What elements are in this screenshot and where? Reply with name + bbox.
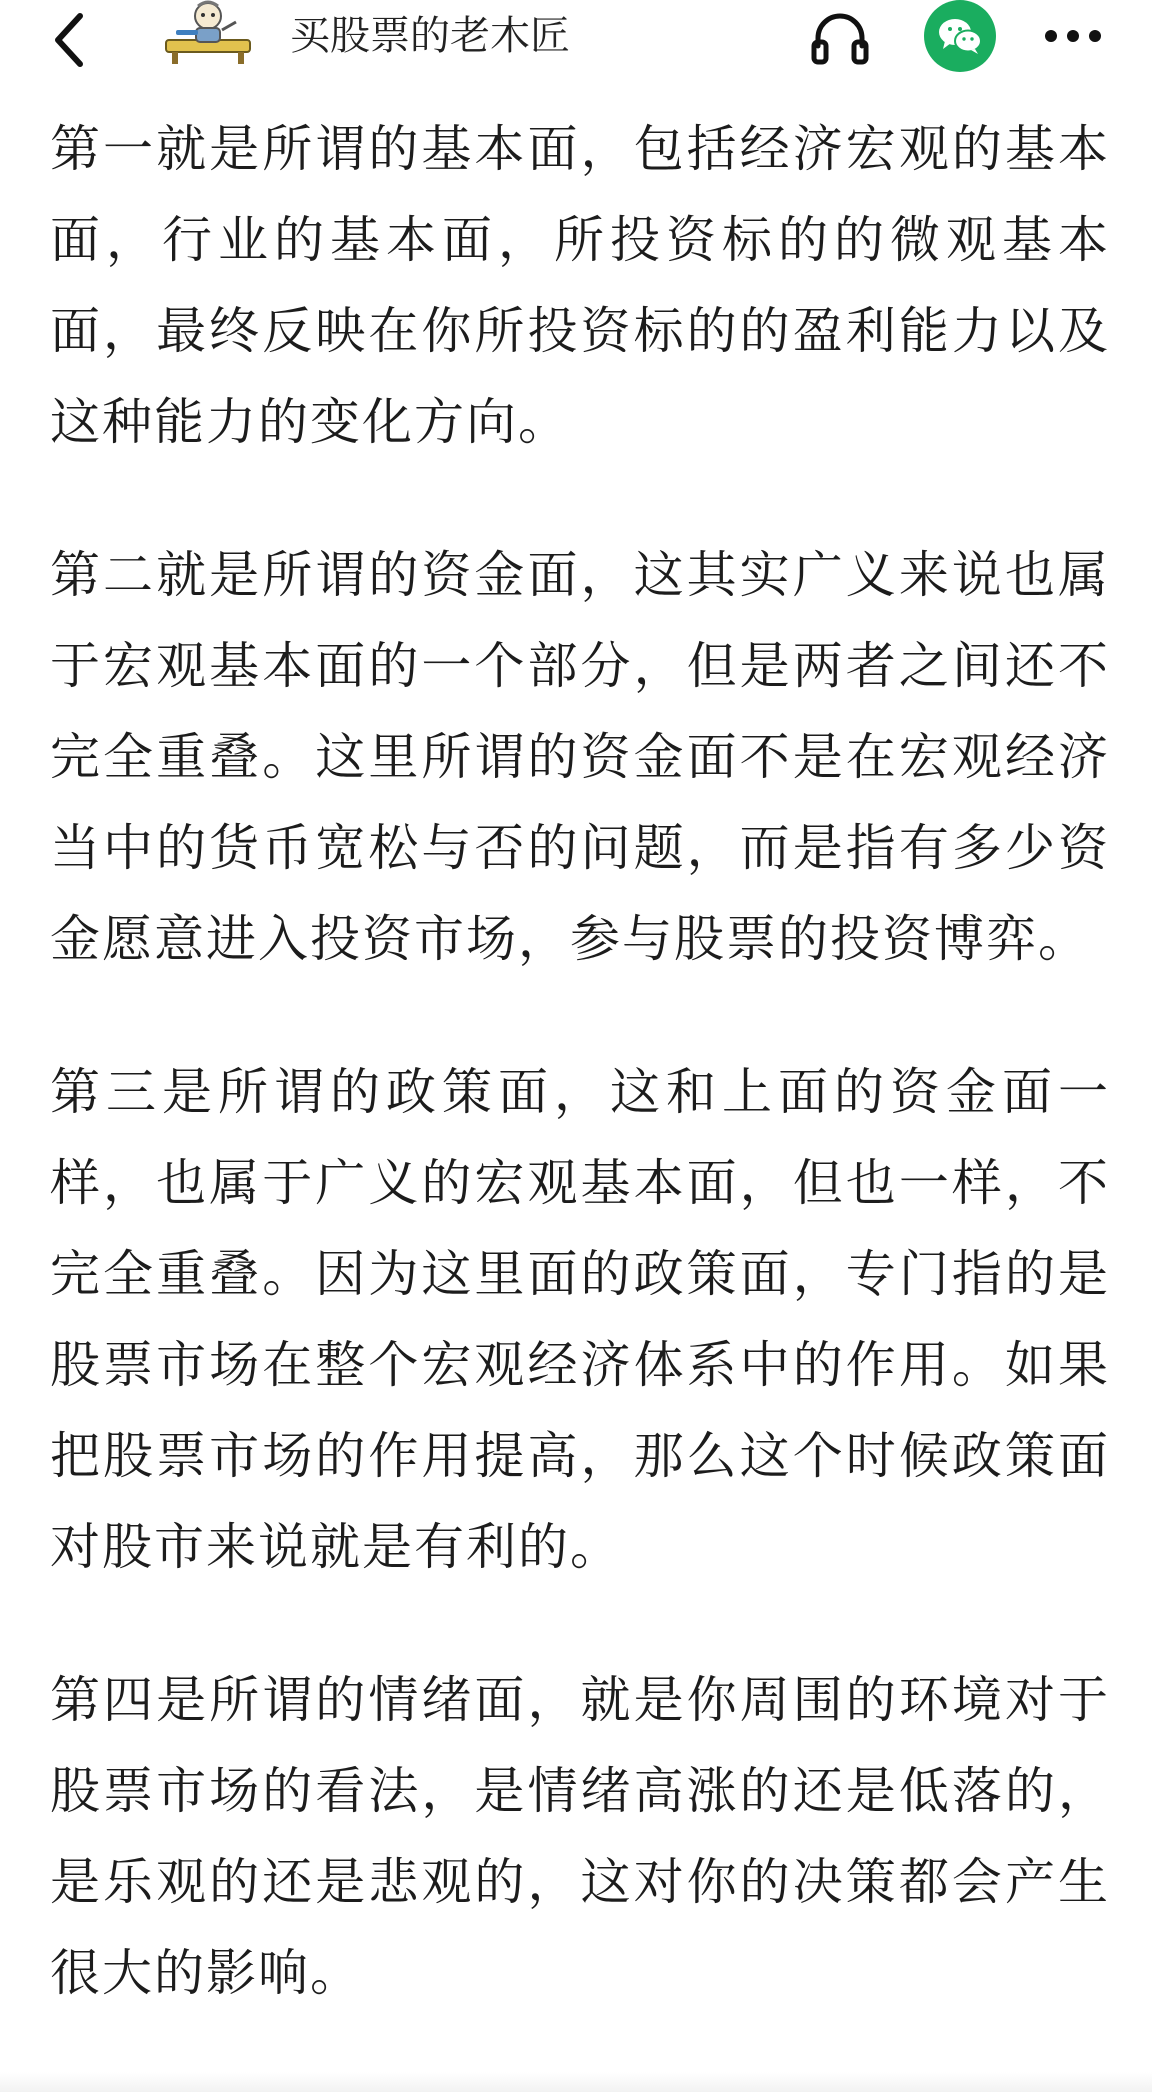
wechat-icon [937,16,983,56]
more-dots-icon [1043,28,1103,44]
paragraph-capital: 第二就是所谓的资金面，这其实广义来说也属于宏观基本面的一个部分，但是两者之间还不完全重叠。这里所谓的资金面不是在宏观经济当中的货币宽松与否的问题，而是指有多少资金愿意进入投资市场，参与股票的投资博弈。 [50,546,1110,968]
account-name[interactable]: 买股票的老木匠 [290,13,570,59]
paragraph-fundamentals: 第一就是所谓的基本面，包括经济宏观的基本面，行业的基本面，所投资标的的微观基本面，最终反映在你所投资标的的盈利能力以及这种能力的变化方向。 [50,120,1110,451]
headphones-icon [810,10,870,66]
listen-button[interactable] [806,6,874,70]
bottom-edge [0,2072,1152,2092]
wechat-share-button[interactable] [924,0,996,72]
top-bar [0,0,1152,86]
back-button[interactable] [40,8,100,72]
more-button[interactable] [1038,12,1108,60]
paragraph-sentiment: 第四是所谓的情绪面，就是你周围的环境对于股票市场的看法，是情绪高涨的还是低落的，是乐观的还是悲观的，这对你的决策都会产生很大的影响。 [50,1671,1110,2002]
back-arrow-icon [50,10,90,70]
avatar[interactable] [162,0,254,66]
paragraph-policy: 第三是所谓的政策面，这和上面的资金面一样，也属于广义的宏观基本面，但也一样，不完全重叠。因为这里面的政策面，专门指的是股票市场在整个宏观经济体系中的作用。如果把股票市场的作用提高，那么这个时候政策面对股市来说就是有利的。 [50,1063,1110,1576]
article-body [50,104,1110,2081]
